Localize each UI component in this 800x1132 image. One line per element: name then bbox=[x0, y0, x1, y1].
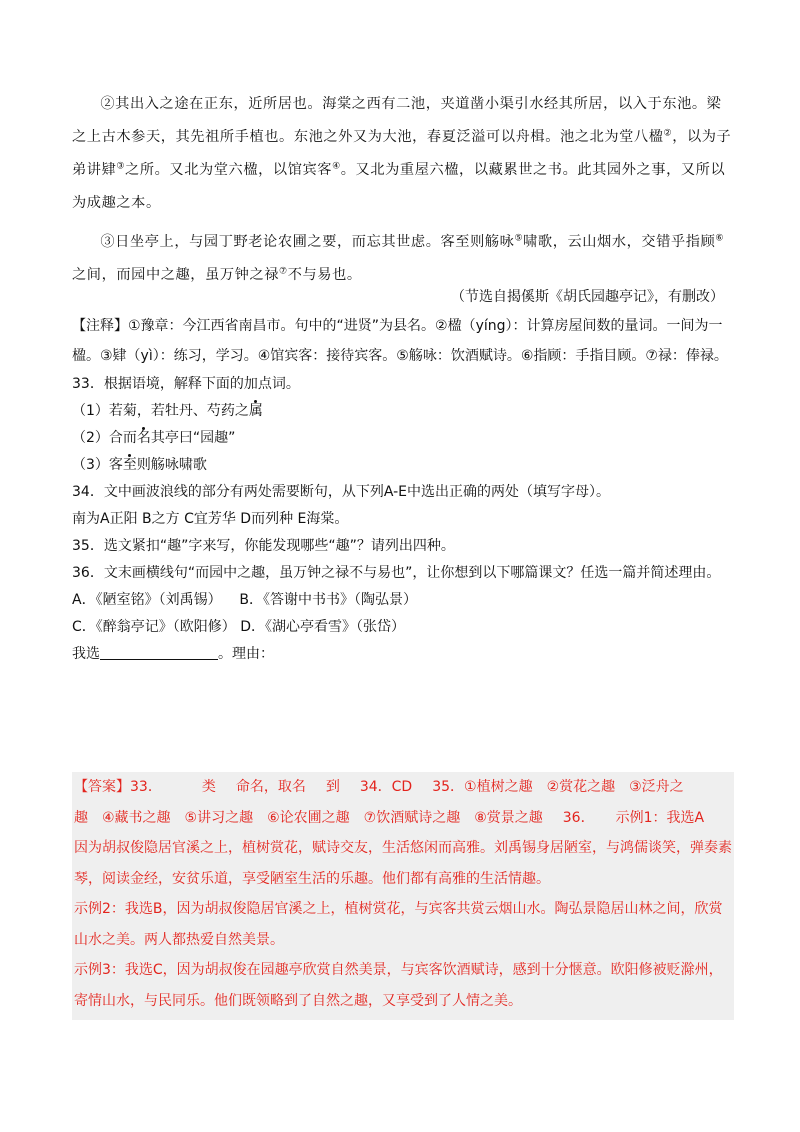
answer-example-1: 因为胡叔俊隐居官溪之上，植树赏花，赋诗交友，生活悠闲而高雅。刘禹锡身居陋室，与鸿儒谈笑，弹奏素琴，阅读金经，安贫乐道，享受陋室生活的乐趣。他们都有高雅的生活情趣。 bbox=[74, 840, 732, 887]
footnote-marker: ⑥ bbox=[715, 233, 725, 244]
question-33-item-3 bbox=[72, 452, 732, 479]
passage-text: ②其出入之途在正东，近所居也。海棠之西有二池，夹道凿小渠引水经其所居，以入于东池。梁之上古木参天，其先祖所手植也。东池之外又为大池，春夏泛溢可以舟楫。池之北为堂八楹 bbox=[72, 96, 722, 145]
question-36-options-cd bbox=[72, 614, 732, 641]
answer-example-3: 示例3：我选C，因为胡叔俊在园趣亭欣赏自然美景，与宾客饮酒赋诗，感到十分惬意。欧阳修被贬滁州，寄情山水，与民同乐。他们既领略到了自然之趣，又享受到了人情之美。 bbox=[74, 962, 723, 1009]
question-36-options-ab bbox=[72, 587, 732, 614]
answer-q35: 35．①植树之趣 ②赏花之趣 ③泛舟之 bbox=[432, 779, 684, 795]
passage bbox=[72, 88, 732, 292]
passage-text: ③日坐亭上，与园丁野老论农圃之要，而忘其世虑。客至则觞咏 bbox=[100, 234, 515, 250]
answer-q33-1: 类 bbox=[201, 779, 216, 795]
answer-example-2: 示例2：我选B，因为胡叔俊隐居官溪之上，植树赏花，与宾客共赏云烟山水。陶弘景隐居山林之间，欣赏山水之美。两人都热爱自然美景。 bbox=[74, 901, 723, 948]
answer-q36-head: 36． 示例1：我选A bbox=[562, 809, 705, 826]
reason-label: 。理由： bbox=[218, 646, 274, 662]
passage-text: 不与易也。 bbox=[287, 267, 362, 283]
passage-text: ，以为子弟讲肄 bbox=[72, 129, 732, 178]
answer-label: 【答案】 bbox=[74, 779, 130, 795]
emphasized-word: 至 bbox=[122, 457, 137, 473]
footnote-marker: ⑤ bbox=[514, 233, 524, 244]
option-a: A．《陋室铭》（刘禹锡） bbox=[72, 592, 222, 608]
footnote-marker: ② bbox=[663, 128, 673, 139]
passage-paragraph-3 bbox=[72, 226, 732, 292]
answer-q35-continued: 趣 ④藏书之趣 ⑤讲习之趣 ⑥论农圃之趣 ⑦饮酒赋诗之趣 ⑧赏景之趣 bbox=[74, 809, 543, 826]
emphasized-word: 属 bbox=[248, 403, 263, 419]
question-36-answer-line bbox=[72, 641, 732, 668]
question-35-stem: 35．选文紧扣“趣”字来写，你能发现哪些“趣”？请列出四种。 bbox=[72, 538, 455, 554]
answer-q33-2: 命名，取名 bbox=[235, 779, 306, 795]
item-text: 则觞咏啸歌 bbox=[136, 457, 207, 473]
answer-q34: 34．CD bbox=[359, 779, 413, 795]
question-33-item-2 bbox=[72, 425, 732, 452]
source-and-questions bbox=[72, 284, 732, 668]
passage-paragraph-2 bbox=[72, 88, 732, 220]
item-text: （1）若菊，若牡丹、芍药之 bbox=[72, 403, 249, 419]
question-34-stem: 34．文中画波浪线的部分有两处需要断句，从下列A-E中选出正确的两处（填写字母）。 bbox=[72, 484, 610, 500]
emphasized-word: 名 bbox=[136, 430, 151, 446]
footnote-marker: ⑦ bbox=[279, 266, 288, 277]
item-text: 其亭曰“园趣” bbox=[150, 430, 236, 446]
passage-text: 。又北为重屋六楹，以藏累世之书。此其园外之事，又所以为成趣之本。 bbox=[72, 162, 726, 211]
footnote-marker: ③ bbox=[116, 161, 126, 172]
option-d: D．《湖心亭看雪》（张岱） bbox=[240, 619, 406, 635]
passage-text: 之间，而园中之趣，虽万钟之禄 bbox=[72, 267, 280, 283]
question-33-stem: 33．根据语境，解释下面的加点词。 bbox=[72, 376, 300, 392]
passage-text: 啸歌，云山烟水，交错乎指顾 bbox=[523, 234, 716, 250]
footnote-marker: ④ bbox=[332, 161, 341, 172]
answer-box bbox=[72, 772, 734, 1020]
answer-line-1 bbox=[72, 772, 734, 803]
question-36-stem: 36．文末画横线句“而园中之趣，虽万钟之禄不与易也”，让你想到以下哪篇课文？任选一篇并简述理由。 bbox=[72, 565, 721, 581]
annotation-notes: 【注释】①豫章：今江西省南昌市。句中的“进贤”为县名。②楹（yíng）：计算房屋间数的量词。一间为一楹。③肄（yì）：练习，学习。④馆宾客：接待宾客。⑤觞咏：饮酒赋诗。⑥指顾：手指目顾。⑦禄：俸禄。 bbox=[72, 318, 728, 364]
answer-blank[interactable] bbox=[100, 643, 218, 660]
question-34-line: 南为A正阳 B之方 C宜芳华 D而列种 E海棠。 bbox=[72, 511, 349, 527]
item-text: （3）客 bbox=[72, 457, 123, 473]
answer-line-2 bbox=[72, 803, 734, 834]
source-citation: （节选自揭傒斯《胡氏园趣亭记》，有删改） bbox=[451, 289, 724, 305]
answer-q33-number: 33． bbox=[130, 779, 162, 795]
item-text: （2）合而 bbox=[72, 430, 137, 446]
answer-q33-3: 到 bbox=[325, 779, 340, 795]
passage-text: 之所。又北为堂六楹，以馆宾客 bbox=[125, 162, 333, 178]
question-33-item-1 bbox=[72, 398, 732, 425]
choose-label: 我选 bbox=[72, 646, 100, 662]
option-b: B．《答谢中书书》（陶弘景） bbox=[239, 592, 417, 608]
option-c: C．《醉翁亭记》（欧阳修） bbox=[72, 619, 236, 635]
